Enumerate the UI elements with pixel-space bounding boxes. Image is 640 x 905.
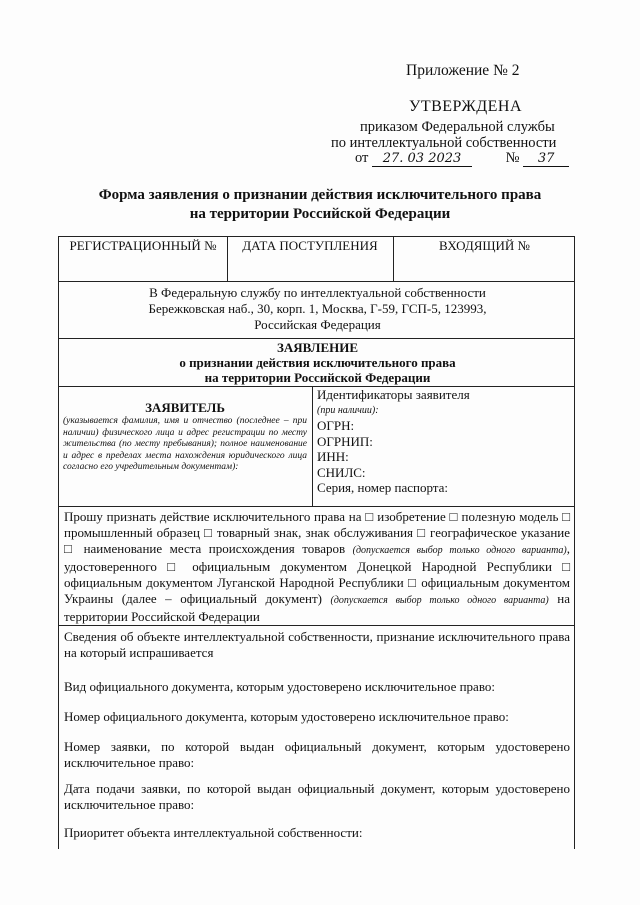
row-divider	[59, 281, 574, 282]
incoming-no-header: ВХОДЯЩИЙ №	[439, 238, 530, 253]
checkbox-utility-model[interactable]: □	[449, 509, 458, 524]
form-title: Форма заявления о признании действия исключительного права на территории Российской Федерации	[98, 187, 542, 222]
checkbox-appellation[interactable]: □	[64, 541, 77, 556]
checkbox-dnr-document[interactable]: □	[167, 559, 183, 574]
priority-field: Приоритет объекта интеллектуальной собственности:	[64, 825, 363, 840]
identifiers-note: (при наличии):	[317, 404, 379, 416]
checkbox-trademark[interactable]: □	[204, 525, 213, 540]
reg-no-header: РЕГИСТРАЦИОННЫЙ №	[69, 238, 217, 253]
checkbox-geo-indication[interactable]: □	[417, 525, 426, 540]
identifiers-block	[317, 387, 572, 496]
application-form-table	[58, 236, 575, 849]
col-divider	[312, 386, 313, 506]
addressee-block: В Федеральную службу по интеллектуальной собственности Бережковская наб., 30, корп. 1, Москва, Г-59, ГСП-5, 123993, Российская Федерация	[148, 285, 487, 332]
order-line-1: приказом Федеральной службы	[360, 119, 555, 135]
checkbox-invention[interactable]: □	[365, 509, 374, 524]
application-number-field: Номер заявки, по которой выдан официальный документ, которым удостоверено исключительное право:	[64, 739, 570, 770]
statement-heading: ЗАЯВЛЕНИЕ о признании действия исключительного права на территории Российской Федерации	[179, 340, 456, 385]
doc-type-field: Вид официального документа, которым удостоверено исключительное право:	[64, 679, 495, 694]
appendix-label: Приложение № 2	[406, 62, 520, 79]
approved-label: УТВЕРЖДЕНА	[409, 98, 523, 115]
ogrnip-field: ОГРНИП:	[317, 433, 373, 449]
snils-field: СНИЛС:	[317, 464, 366, 480]
passport-field: Серия, номер паспорта:	[317, 480, 448, 495]
order-no-label: №	[505, 150, 520, 166]
row-divider	[59, 625, 574, 626]
applicant-note: (указывается фамилия, имя и отчество (последнее – при наличии) физического лица и адрес регистрации по месту жительства (по месту пребывания); полное наименование и адрес в пределах места нахождения юридического лица согласно его учредительным документам):	[63, 416, 307, 472]
checkbox-ukraine-document[interactable]: □	[407, 575, 417, 590]
doc-number-field: Номер официального документа, которым удостоверено исключительное право:	[64, 709, 509, 724]
order-line-2: по интеллектуальной собственности	[331, 135, 557, 151]
checkbox-lnr-document[interactable]: □	[562, 559, 570, 574]
checkbox-industrial-design[interactable]: □	[562, 509, 571, 524]
row-divider	[59, 338, 574, 339]
inn-field: ИНН:	[317, 449, 349, 464]
request-paragraph: Прошу признать действие исключительного права на □ изобретение □ полезную модель □ промышленный образец □ товарный знак, знак обслуживания □ географическое указание □ наименование места происхождения товаров (допускается выбор только одного варианта), удостоверенного □ официальным документом Донецкой Народной Республики □ официальным документом Луганской Народной Республики □ официальным документом Украины (далее – официальный документ) (допускается выбор только одного варианта) на территории Российской Федерации	[64, 509, 571, 624]
order-from-label: от	[355, 150, 369, 166]
object-intro: Сведения об объекте интеллектуальной собственности, признание исключительного права на который испрашивается	[64, 629, 570, 660]
order-no-handwritten: 37	[523, 152, 569, 167]
date-received-header: ДАТА ПОСТУПЛЕНИЯ	[242, 238, 378, 253]
applicant-block	[63, 400, 307, 474]
applicant-title: ЗАЯВИТЕЛЬ	[145, 400, 225, 415]
application-date-field: Дата подачи заявки, по которой выдан официальный документ, которым удостоверено исключительное право:	[64, 781, 570, 812]
identifiers-title: Идентификаторы заявителя	[317, 387, 470, 402]
ogrn-field: ОГРН:	[317, 418, 355, 433]
row-divider	[59, 506, 574, 507]
order-date-handwritten: 27. 03 2023	[372, 152, 472, 167]
order-date-line	[355, 150, 569, 167]
